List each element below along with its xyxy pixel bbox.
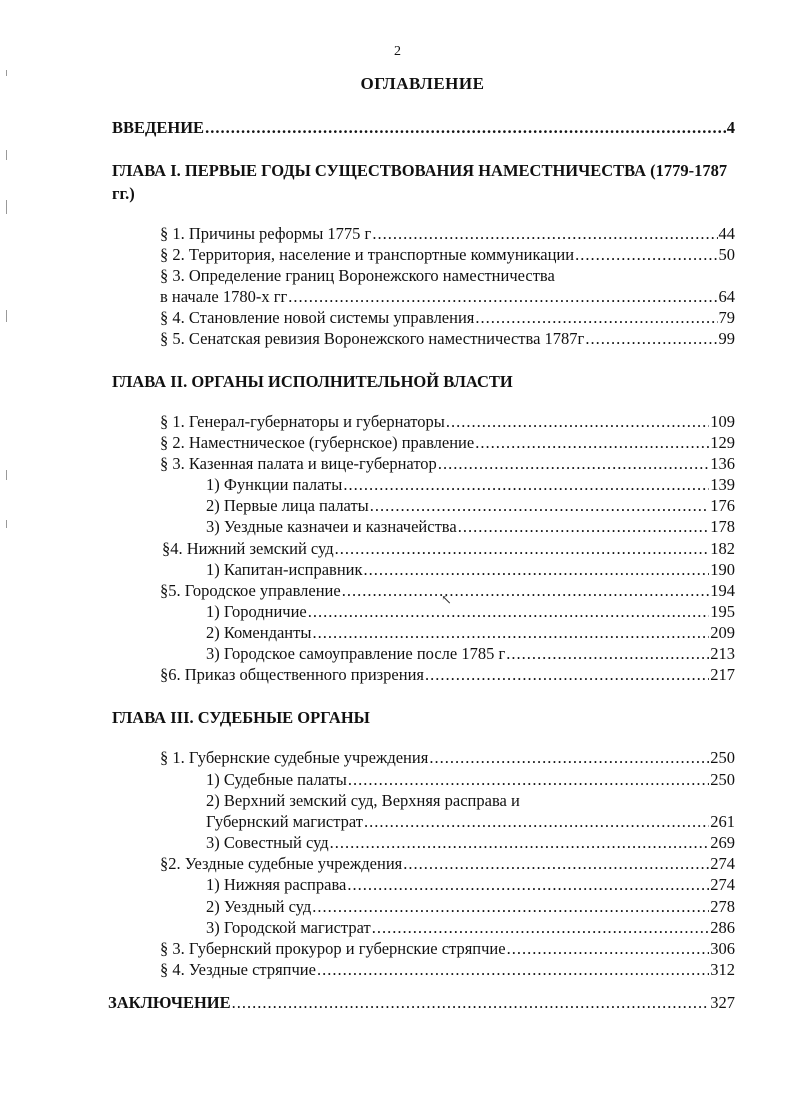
- dot-leader: [438, 453, 709, 474]
- dot-leader: [425, 664, 709, 685]
- dot-leader: [429, 747, 709, 768]
- toc-entry-page: 306: [710, 939, 735, 958]
- toc-entry-page: 274: [710, 875, 735, 894]
- scan-artifact: [6, 310, 7, 322]
- toc-entry-page: 195: [710, 602, 735, 621]
- dot-leader: [475, 432, 709, 453]
- toc-entry-label: 1) Функции палаты: [206, 475, 343, 494]
- dot-leader: [342, 580, 710, 601]
- dot-leader: [458, 516, 710, 537]
- toc-entry-label: 3) Городской магистрат: [206, 918, 371, 937]
- dot-leader: [205, 117, 726, 138]
- dot-leader: [330, 832, 710, 853]
- dot-leader: [348, 769, 709, 790]
- toc-entry-label: §4. Нижний земский суд: [162, 539, 334, 558]
- toc-entry-page: 269: [710, 833, 735, 852]
- dot-leader: [364, 559, 710, 580]
- chapter-3-heading: ГЛАВА III. СУДЕБНЫЕ ОРГАНЫ: [112, 708, 370, 727]
- dot-leader: [575, 244, 717, 265]
- dot-leader: [317, 959, 709, 980]
- toc-entry-page: 176: [710, 496, 735, 515]
- toc-entry: [160, 453, 735, 474]
- toc-entry: [160, 223, 735, 244]
- toc-entry-label: 1) Нижняя расправа: [206, 875, 347, 894]
- toc-entry-page: 139: [710, 475, 735, 494]
- toc-entry-label: § 1. Генерал-губернаторы и губернаторы: [160, 412, 445, 431]
- toc-entry: [206, 896, 735, 917]
- toc-entry: [206, 559, 735, 580]
- toc-entry: [206, 622, 735, 643]
- toc-entry-line: § 3. Определение границ Воронежского наместничества: [160, 266, 555, 285]
- toc-entry: [160, 244, 735, 265]
- toc-entry-page: 261: [710, 812, 735, 831]
- toc-entry-page: 129: [710, 433, 735, 452]
- toc-entry: [160, 432, 735, 453]
- toc-title: ОГЛАВЛЕНИЕ: [360, 74, 485, 93]
- dot-leader: [475, 307, 717, 328]
- toc-entry: [160, 938, 735, 959]
- toc-entry-label: § 3. Губернский прокурор и губернские стряпчие: [160, 939, 506, 958]
- toc-entry-page: 178: [710, 517, 735, 536]
- dot-leader: [585, 328, 717, 349]
- toc-entry-label: 1) Капитан-исправник: [206, 560, 363, 579]
- dot-leader: [308, 601, 710, 622]
- toc-entry-line: 2) Верхний земский суд, Верхняя расправа и: [206, 791, 520, 810]
- toc-entry: [160, 747, 735, 768]
- toc-entry: [206, 769, 735, 790]
- dot-leader: [232, 992, 710, 1013]
- toc-entry-label: 3) Городское самоуправление после 1785 г: [206, 644, 506, 663]
- dot-leader: [507, 938, 710, 959]
- dot-leader: [446, 411, 709, 432]
- toc-entry-page: 217: [710, 665, 735, 684]
- scan-artifact: [6, 470, 7, 480]
- toc-entry-page: 194: [710, 581, 735, 600]
- toc-entry-page: 250: [710, 748, 735, 767]
- toc-entry-label: § 4. Становление новой системы управления: [160, 308, 475, 327]
- scan-artifact: [6, 520, 7, 528]
- dot-leader: [372, 917, 710, 938]
- toc-entry: [206, 874, 735, 895]
- toc-entry: [206, 516, 735, 537]
- toc-entry: [160, 286, 735, 307]
- dot-leader: [364, 811, 709, 832]
- dot-leader: [403, 853, 709, 874]
- toc-entry-label: 2) Первые лица палаты: [206, 496, 369, 515]
- toc-entry: [206, 474, 735, 495]
- toc-entry-page: 44: [718, 224, 735, 243]
- toc-entry-page: 312: [710, 960, 735, 979]
- dot-leader: [370, 495, 709, 516]
- dot-leader: [506, 643, 709, 664]
- chapter-1-heading: ГЛАВА I. ПЕРВЫЕ ГОДЫ СУЩЕСТВОВАНИЯ НАМЕСТНИЧЕСТВА (1779-1787 гг.): [112, 161, 728, 203]
- cursor-icon: ↖: [441, 592, 452, 607]
- toc-entry-label: §2. Уездные судебные учреждения: [160, 854, 403, 873]
- toc-entry-label: 2) Уездный суд: [206, 897, 312, 916]
- toc-entry-label: §6. Приказ общественного призрения: [160, 665, 425, 684]
- page-number: 2: [394, 44, 401, 59]
- toc-entry: [206, 811, 735, 832]
- dot-leader: [343, 474, 709, 495]
- toc-entry-label: в начале 1780-х гг: [160, 287, 288, 306]
- toc-entry-page: 274: [710, 854, 735, 873]
- toc-entry-label: 3) Уездные казначеи и казначейства: [206, 517, 457, 536]
- toc-entry: [206, 601, 735, 622]
- toc-entry-page: 50: [718, 245, 735, 264]
- dot-leader: [288, 286, 717, 307]
- toc-entry-page: 286: [710, 918, 735, 937]
- toc-entry: [206, 917, 735, 938]
- toc-entry-page: 209: [710, 623, 735, 642]
- toc-entry-label: Губернский магистрат: [206, 812, 363, 831]
- toc-entry: [206, 643, 735, 664]
- toc-entry: [160, 307, 735, 328]
- toc-entry-label: 2) Коменданты: [206, 623, 312, 642]
- dot-leader: [312, 622, 709, 643]
- toc-entry-label: ВВЕДЕНИЕ: [112, 118, 205, 137]
- toc-entry-page: 327: [710, 993, 735, 1012]
- toc-entry-label: § 2. Территория, население и транспортные коммуникации: [160, 245, 575, 264]
- dot-leader: [335, 538, 710, 559]
- toc-entry-label: § 4. Уездные стряпчие: [160, 960, 316, 979]
- toc-entry-page: 278: [710, 897, 735, 916]
- toc-entry: [160, 664, 735, 685]
- scan-artifact: [6, 150, 7, 160]
- dot-leader: [347, 874, 709, 895]
- toc-entry: [206, 495, 735, 516]
- toc-entry-conclusion: [108, 992, 735, 1013]
- toc-entry: [206, 832, 735, 853]
- toc-entry-label: § 1. Причины реформы 1775 г: [160, 224, 372, 243]
- toc-entry-page: 190: [710, 560, 735, 579]
- chapter-2-heading: ГЛАВА II. ОРГАНЫ ИСПОЛНИТЕЛЬНОЙ ВЛАСТИ: [112, 372, 513, 391]
- toc-entry: [162, 538, 735, 559]
- dot-leader: [312, 896, 709, 917]
- toc-entry: [160, 853, 735, 874]
- toc-entry-page: 79: [718, 308, 735, 327]
- toc-entry-page: 99: [718, 329, 735, 348]
- toc-entry-label: § 3. Казенная палата и вице-губернатор: [160, 454, 437, 473]
- toc-entry-label: §5. Городское управление: [160, 581, 341, 600]
- toc-entry-label: § 1. Губернские судебные учреждения: [160, 748, 429, 767]
- toc-entry-page: 64: [718, 287, 735, 306]
- toc-entry-label: 1) Судебные палаты: [206, 770, 347, 789]
- toc-entry-page: 250: [710, 770, 735, 789]
- toc-entry-page: 182: [710, 539, 735, 558]
- toc-entry-page: 213: [710, 644, 735, 663]
- toc-entry-label: § 5. Сенатская ревизия Воронежского наместничества 1787г: [160, 329, 585, 348]
- toc-entry: [160, 411, 735, 432]
- toc-entry-label: 1) Городничие: [206, 602, 307, 621]
- toc-entry: [160, 328, 735, 349]
- toc-entry-label: 3) Совестный суд: [206, 833, 329, 852]
- toc-entry: [160, 959, 735, 980]
- toc-entry-page: 4: [726, 118, 735, 137]
- toc-entry-label: ЗАКЛЮЧЕНИЕ: [108, 993, 231, 1012]
- toc-entry-label: § 2. Наместническое (губернское) правление: [160, 433, 475, 452]
- dot-leader: [372, 223, 717, 244]
- scan-artifact: [6, 200, 7, 214]
- scan-artifact: [6, 70, 7, 76]
- toc-entry-page: 109: [710, 412, 735, 431]
- toc-entry-page: 136: [710, 454, 735, 473]
- toc-entry-introduction: [112, 117, 735, 138]
